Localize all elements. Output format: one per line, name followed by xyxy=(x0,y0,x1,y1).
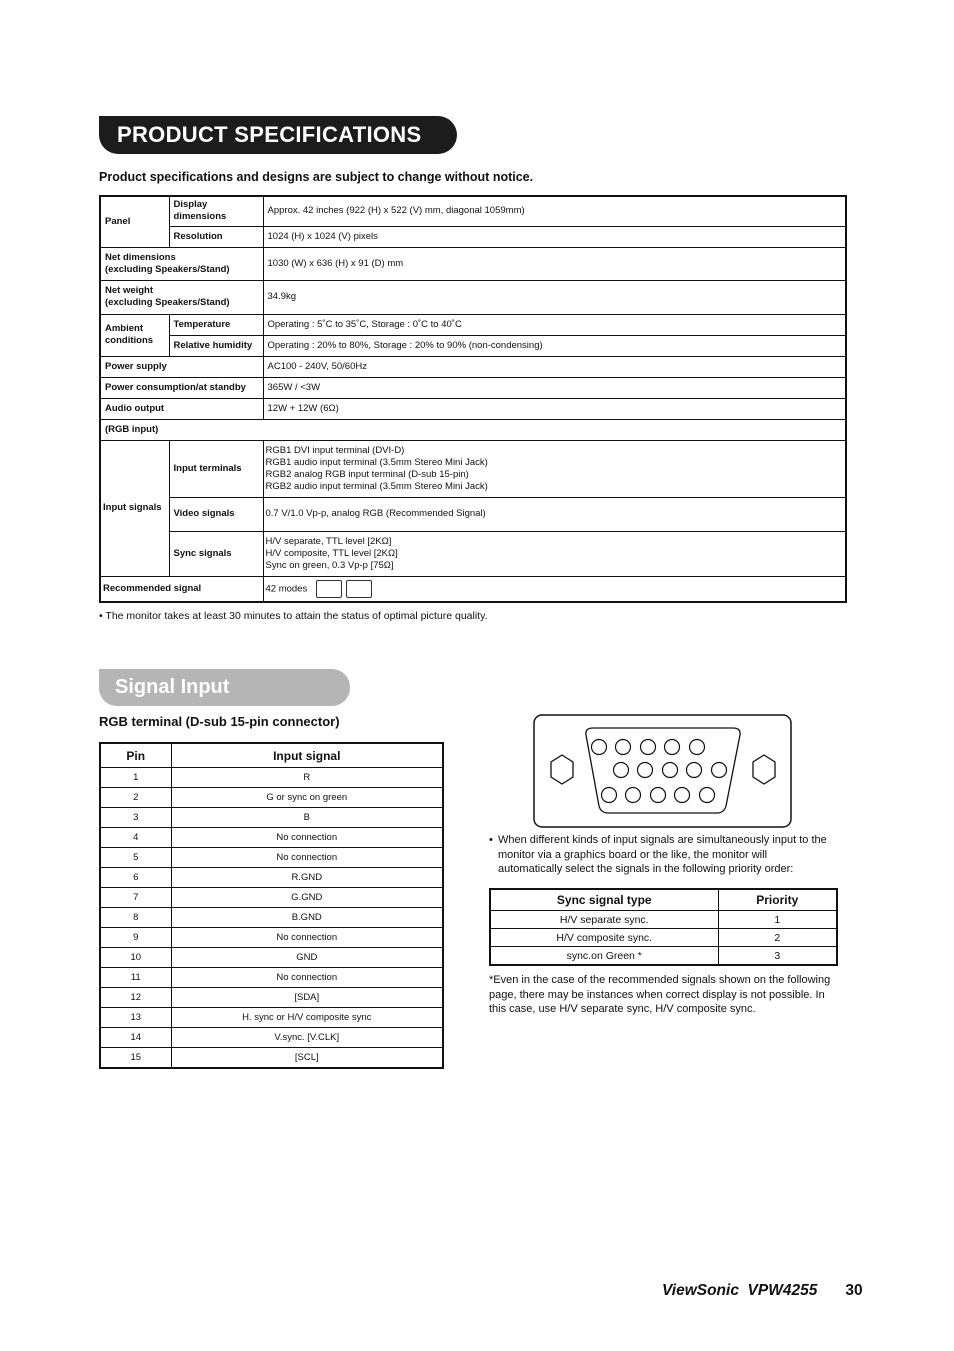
table-row xyxy=(100,808,443,828)
net-dimensions-value: 1030 (W) x 636 (H) x 91 (D) mm xyxy=(263,247,846,280)
priority-value: 3 xyxy=(718,947,837,966)
table-row xyxy=(100,314,846,335)
power-consumption-label: Power consumption/at standby xyxy=(100,377,263,398)
input-terminal-line: RGB1 audio input terminal (3.5mm Stereo Mini Jack) xyxy=(265,456,488,468)
table-row xyxy=(490,911,837,929)
display-dimensions-value: Approx. 42 inches (922 (H) x 522 (V) mm, diagonal 1059mm) xyxy=(263,196,846,226)
table-row xyxy=(490,929,837,947)
table-row xyxy=(100,768,443,788)
table-row xyxy=(100,440,846,497)
temperature-value: Operating : 5˚C to 35˚C, Storage : 0˚C to 40˚C xyxy=(263,314,846,335)
pin-signal: B xyxy=(171,808,443,828)
pin-signal: No connection xyxy=(171,928,443,948)
resolution-value: 1024 (H) x 1024 (V) pixels xyxy=(263,226,846,247)
sync-signal-line: H/V separate, TTL level [2KΩ] xyxy=(265,535,392,547)
pin-number: 14 xyxy=(100,1028,171,1048)
input-signals-label: Input signals xyxy=(100,440,169,576)
rgb-terminal-heading: RGB terminal (D-sub 15-pin connector) xyxy=(99,714,340,729)
table-row xyxy=(100,419,846,440)
product-specifications-banner: PRODUCT SPECIFICATIONS xyxy=(99,116,457,154)
pin-number: 9 xyxy=(100,928,171,948)
pin-number: 12 xyxy=(100,988,171,1008)
net-weight-value: 34.9kg xyxy=(263,280,846,314)
sync-signals-value xyxy=(263,531,846,576)
pin-signal: No connection xyxy=(171,848,443,868)
video-signals-value: 0.7 V/1.0 Vp-p, analog RGB (Recommended Signal) xyxy=(263,497,846,531)
table-row xyxy=(100,908,443,928)
pin-number: 8 xyxy=(100,908,171,928)
table-row xyxy=(100,247,846,280)
page-reference-icon xyxy=(316,580,342,598)
power-supply-value: AC100 - 240V, 50/60Hz xyxy=(263,356,846,377)
signal-input-banner: Signal Input xyxy=(99,669,350,706)
input-terminal-line: RGB2 analog RGB input terminal (D-sub 15-pin) xyxy=(265,468,469,480)
sync-type: H/V separate sync. xyxy=(490,911,718,929)
pin-signal: R.GND xyxy=(171,868,443,888)
specifications-table xyxy=(99,195,847,603)
table-row xyxy=(100,988,443,1008)
pin-signal: H. sync or H/V composite sync xyxy=(171,1008,443,1028)
table-row xyxy=(100,788,443,808)
table-row xyxy=(100,280,846,314)
spec-change-notice: Product specifications and designs are subject to change without notice. xyxy=(99,170,534,184)
pin-signal: [SCL] xyxy=(171,1048,443,1069)
table-row xyxy=(100,1028,443,1048)
pin-header: Pin xyxy=(100,743,171,768)
net-weight-label-line2: (excluding Speakers/Stand) xyxy=(105,297,230,308)
humidity-value: Operating : 20% to 80%, Storage : 20% to 90% (non-condensing) xyxy=(263,335,846,356)
pin-number: 1 xyxy=(100,768,171,788)
pin-number: 3 xyxy=(100,808,171,828)
pin-signal: G or sync on green xyxy=(171,788,443,808)
sync-priority-table xyxy=(489,888,838,966)
ambient-conditions-label xyxy=(100,314,169,356)
priority-value: 2 xyxy=(718,929,837,947)
net-weight-label xyxy=(100,280,263,314)
pin-signal: R xyxy=(171,768,443,788)
table-row xyxy=(100,1048,443,1069)
pin-table xyxy=(99,742,444,1069)
pin-number: 6 xyxy=(100,868,171,888)
priority-header: Priority xyxy=(718,889,837,911)
input-terminal-line: RGB2 audio input terminal (3.5mm Stereo Mini Jack) xyxy=(265,480,488,492)
video-signals-label: Video signals xyxy=(169,497,263,531)
table-row xyxy=(100,398,846,419)
net-weight-label-line1: Net weight xyxy=(105,285,154,296)
priority-bullet-text: When different kinds of input signals are simultaneously input to the monitor via a graphics board or the like, the monitor will automatically select the signals in the following priority order: xyxy=(498,834,827,875)
table-row xyxy=(100,196,846,226)
recommended-signal-value xyxy=(263,576,846,602)
asterisk-note: *Even in the case of the recommended signals shown on the following page, there may be instances when correct display is not possible. In this case, use H/V separate sync, H/V composite sync. xyxy=(489,974,831,1015)
table-row xyxy=(490,947,837,966)
sync-signal-line: H/V composite, TTL level [2KΩ] xyxy=(265,547,398,559)
table-row xyxy=(100,576,846,602)
table-row xyxy=(100,356,846,377)
pin-signal: GND xyxy=(171,948,443,968)
power-consumption-value: 365W / <3W xyxy=(263,377,846,398)
d-sub-connector-diagram xyxy=(533,714,792,828)
net-dimensions-label-line2: (excluding Speakers/Stand) xyxy=(105,263,230,275)
input-terminals-value xyxy=(263,440,846,497)
pin-signal: No connection xyxy=(171,828,443,848)
ambient-label-line1: Ambient xyxy=(105,323,143,334)
page-number: 30 xyxy=(845,1282,863,1299)
left-screw-hex xyxy=(551,755,573,784)
power-supply-label: Power supply xyxy=(100,356,263,377)
input-terminal-line: RGB1 DVI input terminal (DVI-D) xyxy=(265,444,405,456)
table-row xyxy=(100,1008,443,1028)
bullet-icon: • xyxy=(489,834,493,846)
pin-number: 10 xyxy=(100,948,171,968)
table-header-row xyxy=(100,743,443,768)
panel-label: Panel xyxy=(100,196,169,247)
sync-signal-line: Sync on green, 0.3 Vp-p [75Ω] xyxy=(265,559,394,571)
table-row xyxy=(100,335,846,356)
display-dimensions-label: Display dimensions xyxy=(169,196,263,226)
table-row xyxy=(100,948,443,968)
net-dimensions-label-line1: Net dimensions xyxy=(105,251,176,263)
table-row xyxy=(100,531,846,576)
audio-output-value: 12W + 12W (6Ω) xyxy=(263,398,846,419)
brand-model: ViewSonic VPW4255 xyxy=(662,1282,818,1299)
audio-output-label: Audio output xyxy=(100,398,263,419)
recommended-signal-label: Recommended signal xyxy=(100,576,263,602)
table-row xyxy=(100,868,443,888)
input-signal-header: Input signal xyxy=(171,743,443,768)
page-footer xyxy=(662,1282,863,1300)
temperature-label: Temperature xyxy=(169,314,263,335)
resolution-label: Resolution xyxy=(169,226,263,247)
priority-bullet xyxy=(489,833,834,877)
table-row xyxy=(100,888,443,908)
pin-signal: B.GND xyxy=(171,908,443,928)
spec-footnote: • The monitor takes at least 30 minutes to attain the status of optimal picture quality. xyxy=(99,610,488,622)
input-terminals-label: Input terminals xyxy=(169,440,263,497)
pin-number: 11 xyxy=(100,968,171,988)
sync-type: sync.on Green * xyxy=(490,947,718,966)
ambient-label-line2: conditions xyxy=(105,335,154,346)
table-row xyxy=(100,968,443,988)
table-row xyxy=(100,828,443,848)
table-row xyxy=(100,497,846,531)
pin-number: 5 xyxy=(100,848,171,868)
table-row xyxy=(100,848,443,868)
table-header-row xyxy=(490,889,837,911)
pin-number: 15 xyxy=(100,1048,171,1069)
recommended-signal-text: 42 modes xyxy=(265,583,308,595)
page-reference-icon xyxy=(346,580,372,598)
right-screw-hex xyxy=(753,755,775,784)
pin-signal: [SDA] xyxy=(171,988,443,1008)
table-row xyxy=(100,377,846,398)
table-row xyxy=(100,226,846,247)
pin-signal: No connection xyxy=(171,968,443,988)
pin-signal: G.GND xyxy=(171,888,443,908)
pin-number: 13 xyxy=(100,1008,171,1028)
net-dimensions-label xyxy=(100,247,263,280)
priority-value: 1 xyxy=(718,911,837,929)
pin-signal: V.sync. [V.CLK] xyxy=(171,1028,443,1048)
table-row xyxy=(100,928,443,948)
humidity-label: Relative humidity xyxy=(169,335,263,356)
sync-signals-label: Sync signals xyxy=(169,531,263,576)
pin-number: 7 xyxy=(100,888,171,908)
pin-number: 2 xyxy=(100,788,171,808)
rgb-input-label: (RGB input) xyxy=(100,419,846,440)
sync-type: H/V composite sync. xyxy=(490,929,718,947)
pin-number: 4 xyxy=(100,828,171,848)
sync-type-header: Sync signal type xyxy=(490,889,718,911)
